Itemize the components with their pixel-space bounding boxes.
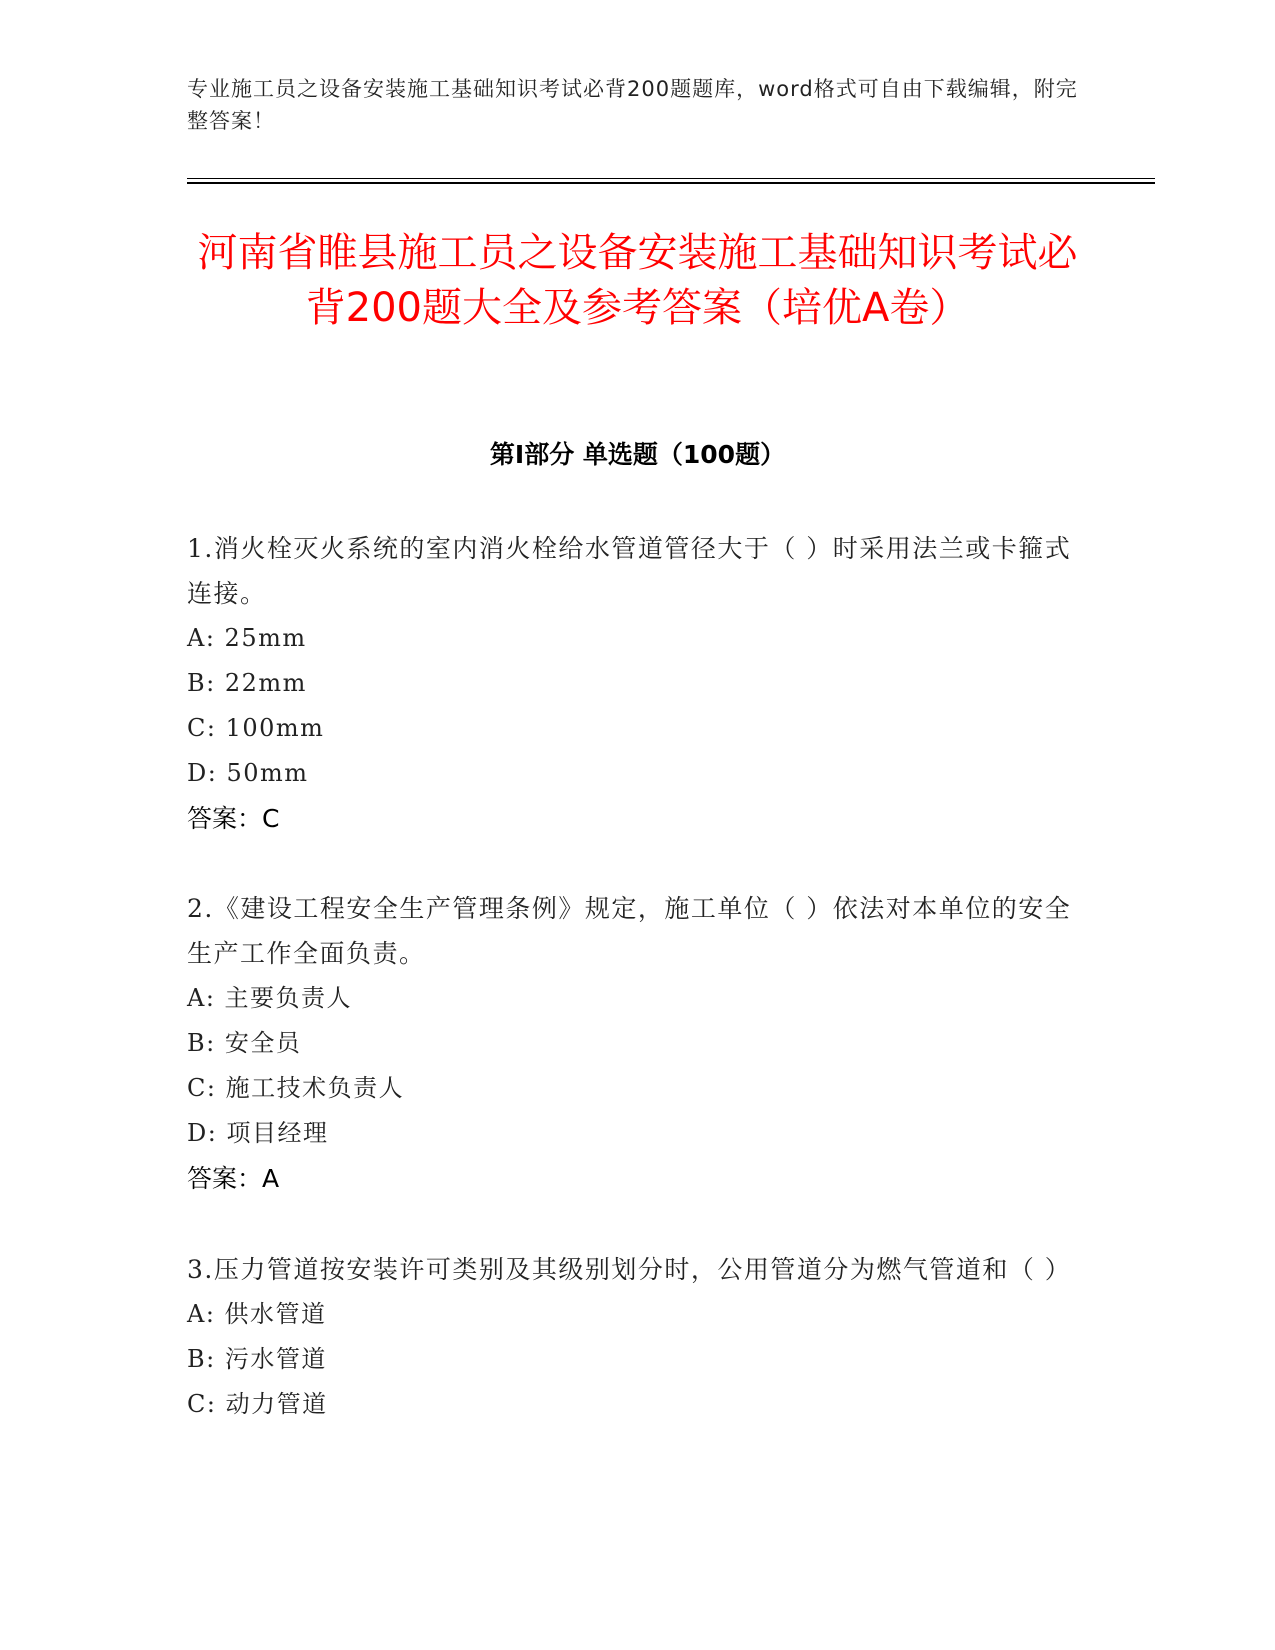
question-1: [187, 526, 1077, 841]
header-divider-thick: [187, 182, 1155, 184]
option-a: A: 主要负责人: [187, 984, 353, 1012]
option-b: B: 22mm: [187, 669, 307, 697]
option-c: C: 100mm: [187, 714, 325, 742]
question-stem: 3.压力管道按安装许可类别及其级别划分时，公用管道分为燃气管道和（ ）: [187, 1255, 1072, 1284]
question-stem: 2.《建设工程安全生产管理条例》规定，施工单位（ ）依法对本单位的安全生产工作全面负责。: [187, 894, 1072, 968]
option-d: D: 50mm: [187, 759, 309, 787]
option-b: B: 安全员: [187, 1029, 302, 1057]
document-header-note: 专业施工员之设备安装施工基础知识考试必背200题题库，word格式可自由下载编辑，附完整答案！: [187, 77, 1078, 133]
option-a: A: 供水管道: [187, 1300, 327, 1328]
question-3: [187, 1247, 1077, 1427]
answer: 答案：C: [187, 804, 280, 833]
document-title: 河南省睢县施工员之设备安装施工基础知识考试必背200题大全及参考答案（培优A卷）: [197, 230, 1078, 331]
option-b: B: 污水管道: [187, 1345, 327, 1373]
option-d: D: 项目经理: [187, 1119, 329, 1147]
header-divider-thin: [187, 178, 1155, 179]
section-title: 第I部分 单选题（100题）: [489, 440, 786, 469]
option-c: C: 动力管道: [187, 1390, 328, 1418]
question-2: [187, 886, 1077, 1201]
answer: 答案：A: [187, 1164, 280, 1193]
question-stem: 1.消火栓灭火系统的室内消火栓给水管道管径大于（ ）时采用法兰或卡箍式连接。: [187, 534, 1072, 608]
option-c: C: 施工技术负责人: [187, 1074, 405, 1102]
option-a: A: 25mm: [187, 624, 307, 652]
